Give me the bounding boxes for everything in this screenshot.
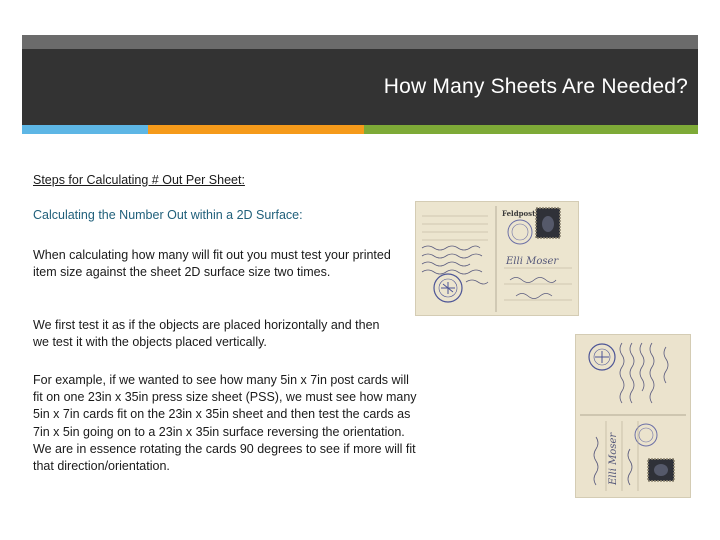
section-subheading: Calculating the Number Out within a 2D Surface: (33, 208, 303, 222)
paragraph-1: When calculating how many will fit out you must test your printed item size against the sheet 2D surface size two times. (33, 248, 391, 280)
postcard-photo-vertical (575, 334, 691, 498)
paragraph-2: We first test it as if the objects are placed horizontally and then we test it with the objects placed vertically. (33, 318, 380, 350)
postcard-printed-label: Feldpost (502, 209, 536, 218)
title-bar-top-strip (22, 35, 698, 49)
slide-title: How Many Sheets Are Needed? (383, 75, 688, 98)
accent-stripe-green (364, 125, 698, 134)
postcard-horizontal-handwriting: Elli Moser (506, 256, 559, 267)
postcard-photo-horizontal (415, 201, 579, 316)
postcard-horizontal-drawing (416, 202, 578, 315)
paragraph-3: For example, if we wanted to see how many 5in x 7in post cards will fit on one 23in x 35in press size sheet (PSS), we must see how many 5in x 7in cards fit on the 23in x 35in sheet and then test the cards as 7in x 5in going on to a 23in x 35in surface reversing the orientation. We are in essence rotating the cards 90 degrees to see if more will fit that direction/orientation. (33, 373, 417, 474)
postcard-vertical-handwriting: Elli Moser (608, 432, 619, 485)
steps-heading: Steps for Calculating # Out Per Sheet: (33, 173, 245, 187)
postcard-vertical-drawing (576, 335, 690, 497)
accent-stripe-blue (22, 125, 148, 134)
accent-stripe-orange (148, 125, 364, 134)
title-bar (22, 35, 698, 125)
accent-stripe (22, 125, 698, 134)
